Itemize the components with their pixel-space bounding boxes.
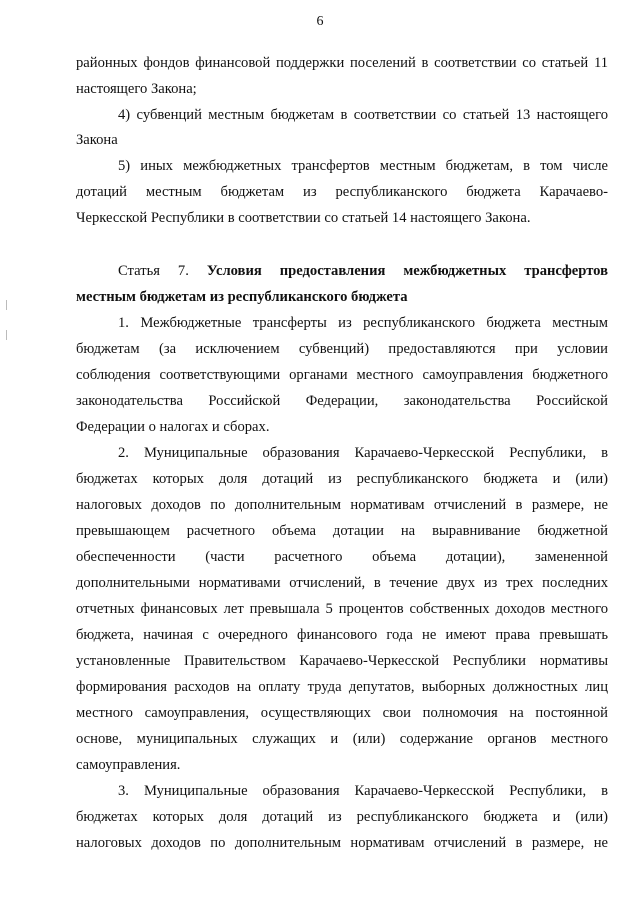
- text-line: соблюдения соответствующими органами местного самоуправления бюджетного: [76, 367, 608, 383]
- text-line: законодательства Российской Федерации, законодательства Российской: [76, 393, 608, 409]
- scan-margin-mark: [6, 330, 7, 340]
- text-line: Федерации о налогах и сборах.: [76, 419, 270, 435]
- text-line: бюджетах которых доля дотаций из республиканского бюджета и (или): [76, 809, 608, 825]
- text-line: формирования расходов на оплату труда депутатов, выборных должностных лиц: [76, 679, 608, 695]
- text-line: превышающем расчетного объема дотации на выравнивание бюджетной: [76, 523, 608, 539]
- text-line: Черкесской Республики в соответствии со статьей 14 настоящего Закона.: [76, 210, 531, 226]
- text-line: дополнительными нормативами отчислений, в течение двух из трех последних: [76, 575, 608, 591]
- text-line: 2. Муниципальные образования Карачаево-Черкесской Республики, в: [118, 445, 608, 461]
- text-line: районных фондов финансовой поддержки поселений в соответствии со статьей 11: [76, 55, 608, 71]
- text-line: настоящего Закона;: [76, 81, 197, 97]
- text-line: бюджетам (за исключением субвенций) предоставляются при условии: [76, 341, 608, 357]
- text-line: обеспеченности (части расчетного объема дотации), замененной: [76, 549, 608, 565]
- scan-margin-mark: [6, 300, 7, 310]
- page-number: 6: [316, 14, 324, 29]
- article-label: Статья 7.: [118, 263, 189, 279]
- text-line: бюджетах которых доля дотаций из республиканского бюджета и (или): [76, 471, 608, 487]
- text-line: самоуправления.: [76, 757, 181, 773]
- text-line: 1. Межбюджетные трансферты из республиканского бюджета местным: [118, 315, 608, 331]
- article-title-continued: местным бюджетам из республиканского бюджета: [76, 289, 408, 305]
- text-line: бюджета, начиная с очередного финансового года не имеют права превышать: [76, 627, 608, 643]
- text-line: 5) иных межбюджетных трансфертов местным бюджетам, в том числе: [118, 158, 608, 174]
- text-line: основе, муниципальных служащих и (или) содержание органов местного: [76, 731, 608, 747]
- text-line: налоговых доходов по дополнительным нормативам отчислений в размере, не: [76, 835, 608, 851]
- text-line: Закона: [76, 132, 118, 148]
- text-line: налоговых доходов по дополнительным нормативам отчислений в размере, не: [76, 497, 608, 513]
- article-heading: [118, 262, 608, 280]
- text-line: 4) субвенций местным бюджетам в соответствии со статьей 13 настоящего: [118, 107, 608, 123]
- text-line: местного самоуправления, осуществляющих свои полномочия на постоянной: [76, 705, 608, 721]
- text-line: дотаций местным бюджетам из республиканского бюджета Карачаево-: [76, 184, 608, 200]
- text-line: установленные Правительством Карачаево-Черкесской Республики нормативы: [76, 653, 608, 669]
- text-line: 3. Муниципальные образования Карачаево-Черкесской Республики, в: [118, 783, 608, 799]
- text-line: отчетных финансовых лет превышала 5 процентов собственных доходов местного: [76, 601, 608, 617]
- article-title: Условия предоставления межбюджетных трансфертов: [206, 263, 608, 279]
